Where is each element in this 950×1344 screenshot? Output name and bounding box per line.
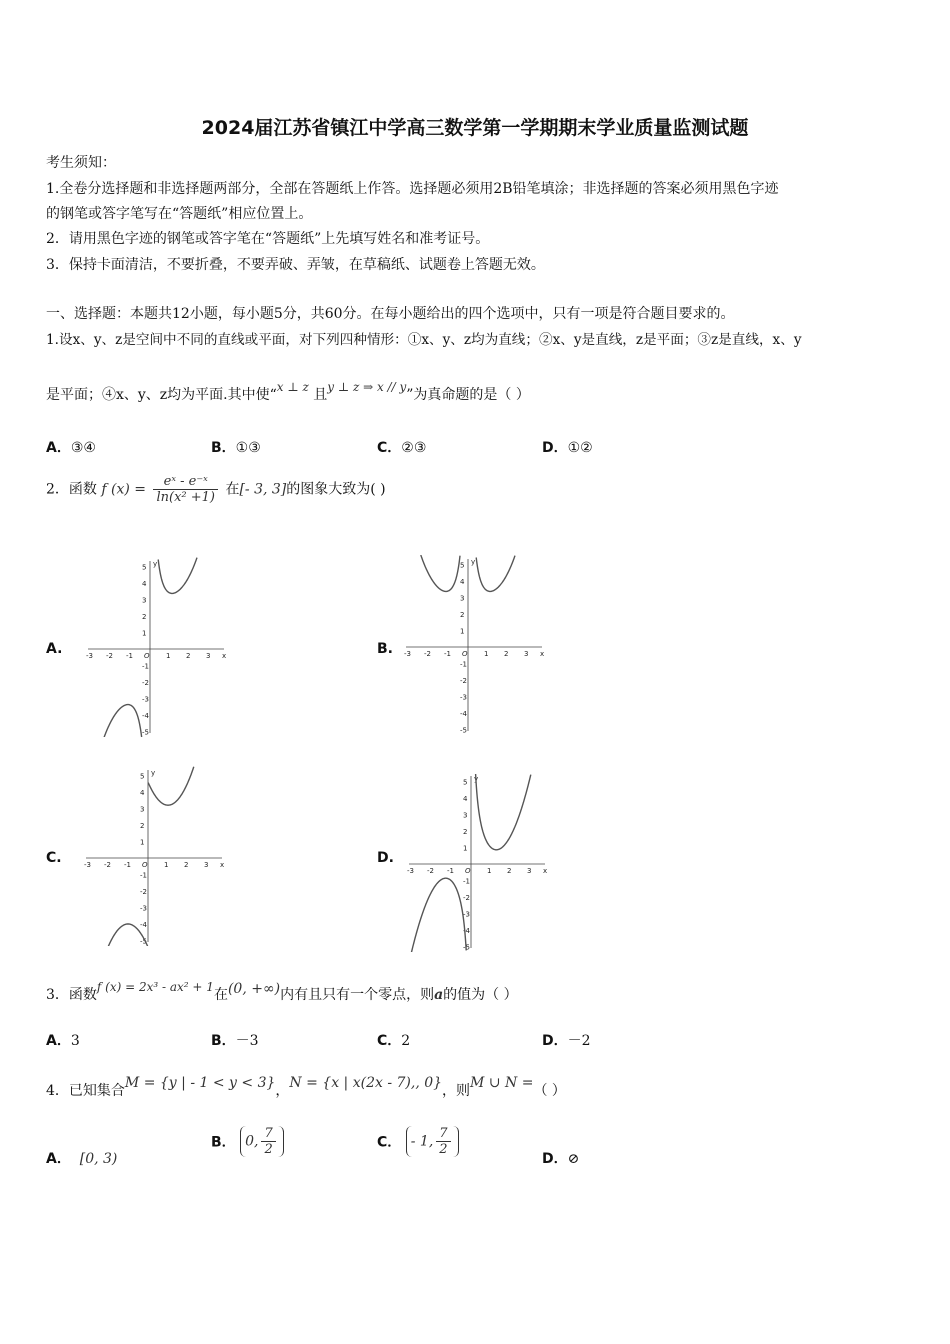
q2-fx: f (x) =: [101, 481, 147, 498]
y-tick-label: -4: [460, 710, 467, 718]
x-tick-label: -2: [106, 652, 113, 660]
notice-line-2: 2．请用黑色字迹的钢笔或答字笔在“答题纸”上先填写姓名和准考证号。: [46, 231, 490, 247]
x-tick-label: -2: [424, 650, 431, 658]
notice-line-1a: 1.全卷分选择题和非选择题两部分，全部在答题纸上作答。选择题必须用2B铅笔填涂；非选择题的答案必须用黑色字迹: [46, 181, 779, 197]
x-axis-name: x: [222, 652, 227, 660]
origin-label: O: [462, 650, 468, 658]
q3-option-c[interactable]: C．2: [377, 1033, 411, 1049]
y-tick-label: 2: [142, 613, 147, 621]
y-tick-label: 2: [463, 828, 468, 836]
q2-numerator: eˣ - e⁻ˣ: [153, 474, 218, 490]
x-axis-name: x: [220, 861, 225, 869]
q4-option-c-interval: - 1, $\frac{7}{2}$: [406, 1126, 459, 1157]
y-axis-name: y: [151, 769, 156, 777]
q3-option-b[interactable]: B．－3: [211, 1033, 259, 1049]
q4-option-b-interval: 0, $\frac{7}{2}$: [240, 1126, 284, 1157]
origin-label: O: [465, 867, 471, 875]
x-tick-label: 1: [166, 652, 171, 660]
q3-option-d[interactable]: D．－2: [542, 1033, 591, 1049]
y-axis-name: y: [471, 558, 476, 566]
x-tick-label: 2: [186, 652, 191, 660]
graph-c-svg: [80, 766, 230, 946]
q1-option-a[interactable]: A．③④: [46, 440, 96, 456]
q4-comma: ，: [275, 1083, 290, 1099]
q3-var: a: [434, 987, 444, 1003]
y-tick-label: -1: [463, 877, 470, 886]
y-tick-label: 5: [142, 563, 147, 572]
x-tick-label: -3: [404, 650, 411, 658]
y-tick-label: -5: [460, 726, 467, 735]
y-tick-label: 5: [460, 561, 465, 570]
y-tick-label: 1: [140, 838, 145, 847]
q2-mid: 在: [225, 481, 240, 498]
q2-fraction: [153, 474, 218, 505]
y-tick-label: 5: [140, 772, 145, 781]
x-tick-label: 3: [524, 650, 529, 658]
y-tick-label: 5: [463, 778, 468, 787]
x-tick-label: -1: [124, 861, 131, 869]
y-tick-label: -3: [463, 910, 470, 919]
origin-label: O: [142, 861, 148, 869]
q3-stem: [46, 980, 518, 1004]
y-tick-label: 1: [463, 844, 468, 853]
q4-option-a-text: [0, 3): [79, 1151, 118, 1167]
notice-heading: 考生须知：: [46, 155, 116, 171]
q4-pre: 4．已知集合: [46, 1083, 125, 1099]
y-tick-label: 4: [142, 580, 147, 588]
y-tick-label: -5: [463, 943, 470, 952]
q2-post: 的图象大致为( ): [286, 481, 386, 498]
origin-label: O: [144, 652, 150, 660]
q4-stem: [46, 1075, 566, 1100]
q2-stem: [46, 474, 386, 505]
q3-post2: 的值为（ ）: [443, 987, 518, 1003]
x-axis-name: x: [540, 650, 545, 658]
x-tick-label: -3: [86, 652, 93, 660]
x-tick-label: 2: [184, 861, 189, 869]
graph-b[interactable]: [400, 555, 550, 735]
q1-line-2: [46, 380, 530, 404]
q4-post-pre: ，则: [442, 1083, 471, 1099]
x-tick-label: 3: [206, 652, 211, 660]
x-axis-name: x: [543, 867, 548, 875]
y-tick-label: -2: [463, 894, 470, 902]
y-tick-label: -2: [140, 888, 147, 896]
q1-option-d[interactable]: D．①②: [542, 440, 593, 456]
y-tick-label: -4: [140, 921, 147, 929]
x-tick-label: -1: [444, 650, 451, 658]
x-tick-label: -3: [407, 867, 414, 875]
x-tick-label: -1: [447, 867, 454, 875]
graph-b-svg: [400, 555, 550, 735]
q1-line-2-post: ”为真命题的是（ ）: [406, 387, 530, 403]
q1-option-c[interactable]: C．②③: [377, 440, 427, 456]
q4-set-m: M = {y | - 1 < y < 3}: [124, 1075, 276, 1091]
graph-d-svg: [403, 772, 553, 952]
y-tick-label: -4: [463, 927, 470, 935]
q4-post: （ ）: [533, 1083, 566, 1099]
x-tick-label: 3: [527, 867, 532, 875]
q2-interval: [- 3, 3]: [239, 481, 287, 498]
q1-math-2: y ⊥ z ⇒ x // y: [327, 380, 407, 394]
q1-line-2-pre: 是平面；④x、y、z均为平面.其中使“: [46, 387, 277, 403]
y-tick-label: -5: [140, 937, 147, 946]
y-tick-label: 4: [460, 578, 465, 586]
q1-option-b[interactable]: B．①③: [211, 440, 261, 456]
y-tick-label: 1: [142, 629, 147, 638]
notice-line-1b: 的钢笔或答字笔写在“答题纸”相应位置上。: [46, 206, 313, 222]
y-tick-label: 3: [460, 594, 465, 603]
x-tick-label: 2: [504, 650, 509, 658]
q3-fx: f (x) = 2x³ - ax² + 1: [96, 980, 214, 994]
q2-option-d-label[interactable]: D.: [377, 850, 394, 866]
q3-mid: 在: [213, 987, 228, 1003]
graph-d[interactable]: [403, 772, 553, 952]
q4-option-a[interactable]: A． [0, 3): [46, 1151, 118, 1167]
x-tick-label: 2: [507, 867, 512, 875]
y-tick-label: 4: [140, 789, 145, 797]
q4-option-d[interactable]: D．⊘: [542, 1151, 580, 1167]
y-tick-label: 2: [140, 822, 145, 830]
y-tick-label: 3: [463, 811, 468, 820]
y-tick-label: -2: [460, 677, 467, 685]
y-tick-label: -3: [140, 904, 147, 913]
y-tick-label: -2: [142, 679, 149, 687]
graph-a[interactable]: [82, 557, 232, 737]
q2-option-b-label[interactable]: B.: [377, 641, 393, 657]
x-tick-label: 1: [164, 861, 169, 869]
page-title: 2024届江苏省镇江中学高三数学第一学期期末学业质量监测试题: [201, 117, 749, 139]
x-tick-label: 1: [487, 867, 492, 875]
graph-c-curve: [107, 767, 194, 946]
y-tick-label: 1: [460, 627, 465, 636]
q1-line-1: 1.设x、y、z是空间中不同的直线或平面，对下列四种情形：①x、y、z均为直线；②x、y是直线，z是平面；③z是直线，x、y: [46, 332, 802, 348]
q2-option-c-label[interactable]: C.: [46, 850, 62, 866]
q2-pre: 2．函数: [46, 481, 97, 498]
q1-math-1: x ⊥ z: [276, 380, 309, 394]
x-tick-label: -1: [126, 652, 133, 660]
section-heading: 一、选择题：本题共12小题，每小题5分，共60分。在每小题给出的四个选项中，只有一项是符合题目要求的。: [46, 306, 735, 322]
y-tick-label: -1: [142, 662, 149, 671]
q3-interval: (0, +∞): [227, 981, 281, 997]
y-tick-label: -1: [140, 871, 147, 880]
y-tick-label: 4: [463, 795, 468, 803]
y-tick-label: -1: [460, 660, 467, 669]
y-tick-label: -4: [142, 712, 149, 720]
q4-option-c[interactable]: C． - 1, $\frac{7}{2}$: [377, 1126, 459, 1157]
y-tick-label: -3: [142, 695, 149, 704]
y-axis-name: y: [474, 775, 479, 783]
q4-option-b[interactable]: B． 0, $\frac{7}{2}$: [211, 1126, 284, 1157]
q4-set-n: N = {x | x(2x - 7),, 0}: [289, 1075, 443, 1091]
q2-denominator: ln(x² +1): [156, 490, 215, 505]
x-tick-label: -2: [104, 861, 111, 869]
y-tick-label: -3: [460, 693, 467, 702]
q2-option-a-label[interactable]: A.: [46, 641, 63, 657]
x-tick-label: -2: [427, 867, 434, 875]
q4-union: M ∪ N =: [470, 1075, 534, 1091]
graph-c[interactable]: [80, 766, 230, 946]
notice-line-3: 3．保持卡面清洁，不要折叠，不要弄破、弄皱，在草稿纸、试题卷上答题无效。: [46, 257, 545, 273]
q3-pre: 3．函数: [46, 987, 97, 1003]
graph-a-svg: [82, 557, 232, 737]
y-axis-name: y: [153, 560, 158, 568]
y-tick-label: 3: [140, 805, 145, 814]
x-tick-label: 3: [204, 861, 209, 869]
x-tick-label: 1: [484, 650, 489, 658]
q1-and: 且: [313, 387, 328, 403]
y-tick-label: -5: [142, 728, 149, 737]
y-tick-label: 2: [460, 611, 465, 619]
x-tick-label: -3: [84, 861, 91, 869]
q3-option-a[interactable]: A．3: [46, 1033, 80, 1049]
q3-post: 内有且只有一个零点，则: [280, 987, 435, 1003]
y-tick-label: 3: [142, 596, 147, 605]
